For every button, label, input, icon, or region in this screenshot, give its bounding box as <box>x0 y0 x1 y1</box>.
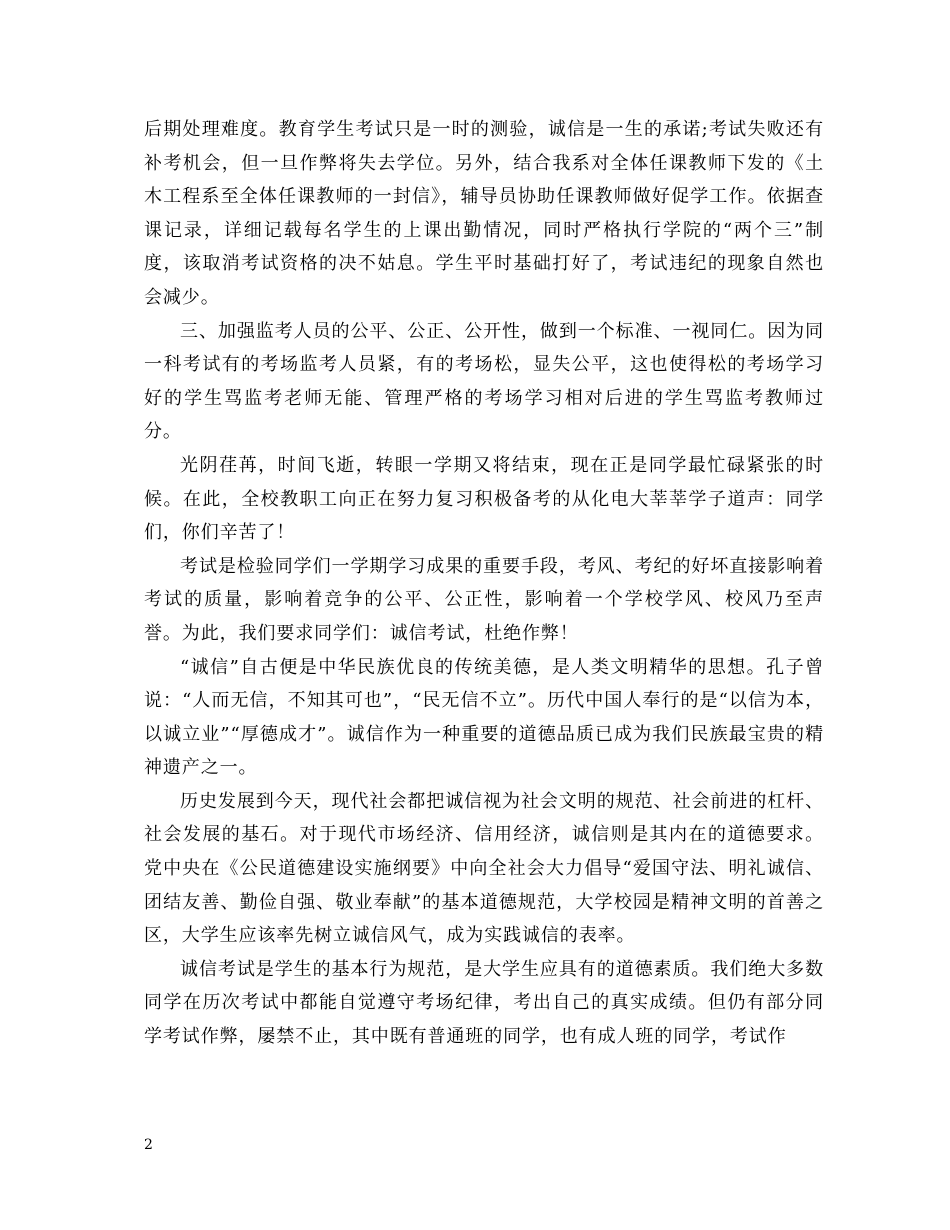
paragraph-7: 诚信考试是学生的基本行为规范，是大学生应具有的道德素质。我们绝大多数同学在历次考试中都能自觉遵守考场纪律，考出自己的真实成绩。但仍有部分同学考试作弊，屡禁不止，其中既有普通班的同学，也有成人班的同学，考试作 <box>144 958 824 1048</box>
page-number: 2 <box>144 1137 153 1153</box>
paragraph-3: 光阴荏苒，时间飞逝，转眼一学期又将结束，现在正是同学最忙碌紧张的时候。在此，全校教职工向正在努力复习积极备考的从化电大莘莘学子道声：同学们，你们辛苦了！ <box>144 454 824 544</box>
document-body <box>144 113 824 1054</box>
paragraph-4: 考试是检验同学们一学期学习成果的重要手段，考风、考纪的好坏直接影响着考试的质量，影响着竞争的公平、公正性，影响着一个学校学风、校风乃至声誉。为此，我们要求同学们：诚信考试，杜绝作弊！ <box>144 555 824 644</box>
paragraph-1: 后期处理难度。教育学生考试只是一时的测验，诚信是一生的承诺;考试失败还有补考机会，但一旦作弊将失去学位。另外，结合我系对全体任课教师下发的《土木工程系至全体任课教师的一封信》，辅导员协助任课教师做好促学工作。依据查课记录，详细记载每名学生的上课出勤情况，同时严格执行学院的“两个三”制度，该取消考试资格的决不姑息。学生平时基础打好了，考试违纪的现象自然也会减少。 <box>144 119 824 308</box>
paragraph-5: “诚信”自古便是中华民族优良的传统美德，是人类文明精华的思想。孔子曾说：“人而无信，不知其可也”，“民无信不立”。历代中国人奉行的是“以信为本，以诚立业”“厚德成才”。诚信作为一种重要的道德品质已成为我们民族最宝贵的精神遗产之一。 <box>144 656 824 779</box>
paragraph-6: 历史发展到今天，现代社会都把诚信视为社会文明的规范、社会前进的杠杆、社会发展的基石。对于现代市场经济、信用经济，诚信则是其内在的道德要求。党中央在《公民道德建设实施纲要》中向全社会大力倡导“爱国守法、明礼诚信、团结友善、勤俭自强、敬业奉献”的基本道德规范，大学校园是精神文明的首善之区，大学生应该率先树立诚信风气，成为实践诚信的表率。 <box>144 790 824 947</box>
paragraph-2: 三、加强监考人员的公平、公正、公开性，做到一个标准、一视同仁。因为同一科考试有的考场监考人员紧，有的考场松，显失公平，这也使得松的考场学习好的学生骂监考老师无能、管理严格的考场学习相对后进的学生骂监考教师过分。 <box>144 320 824 443</box>
